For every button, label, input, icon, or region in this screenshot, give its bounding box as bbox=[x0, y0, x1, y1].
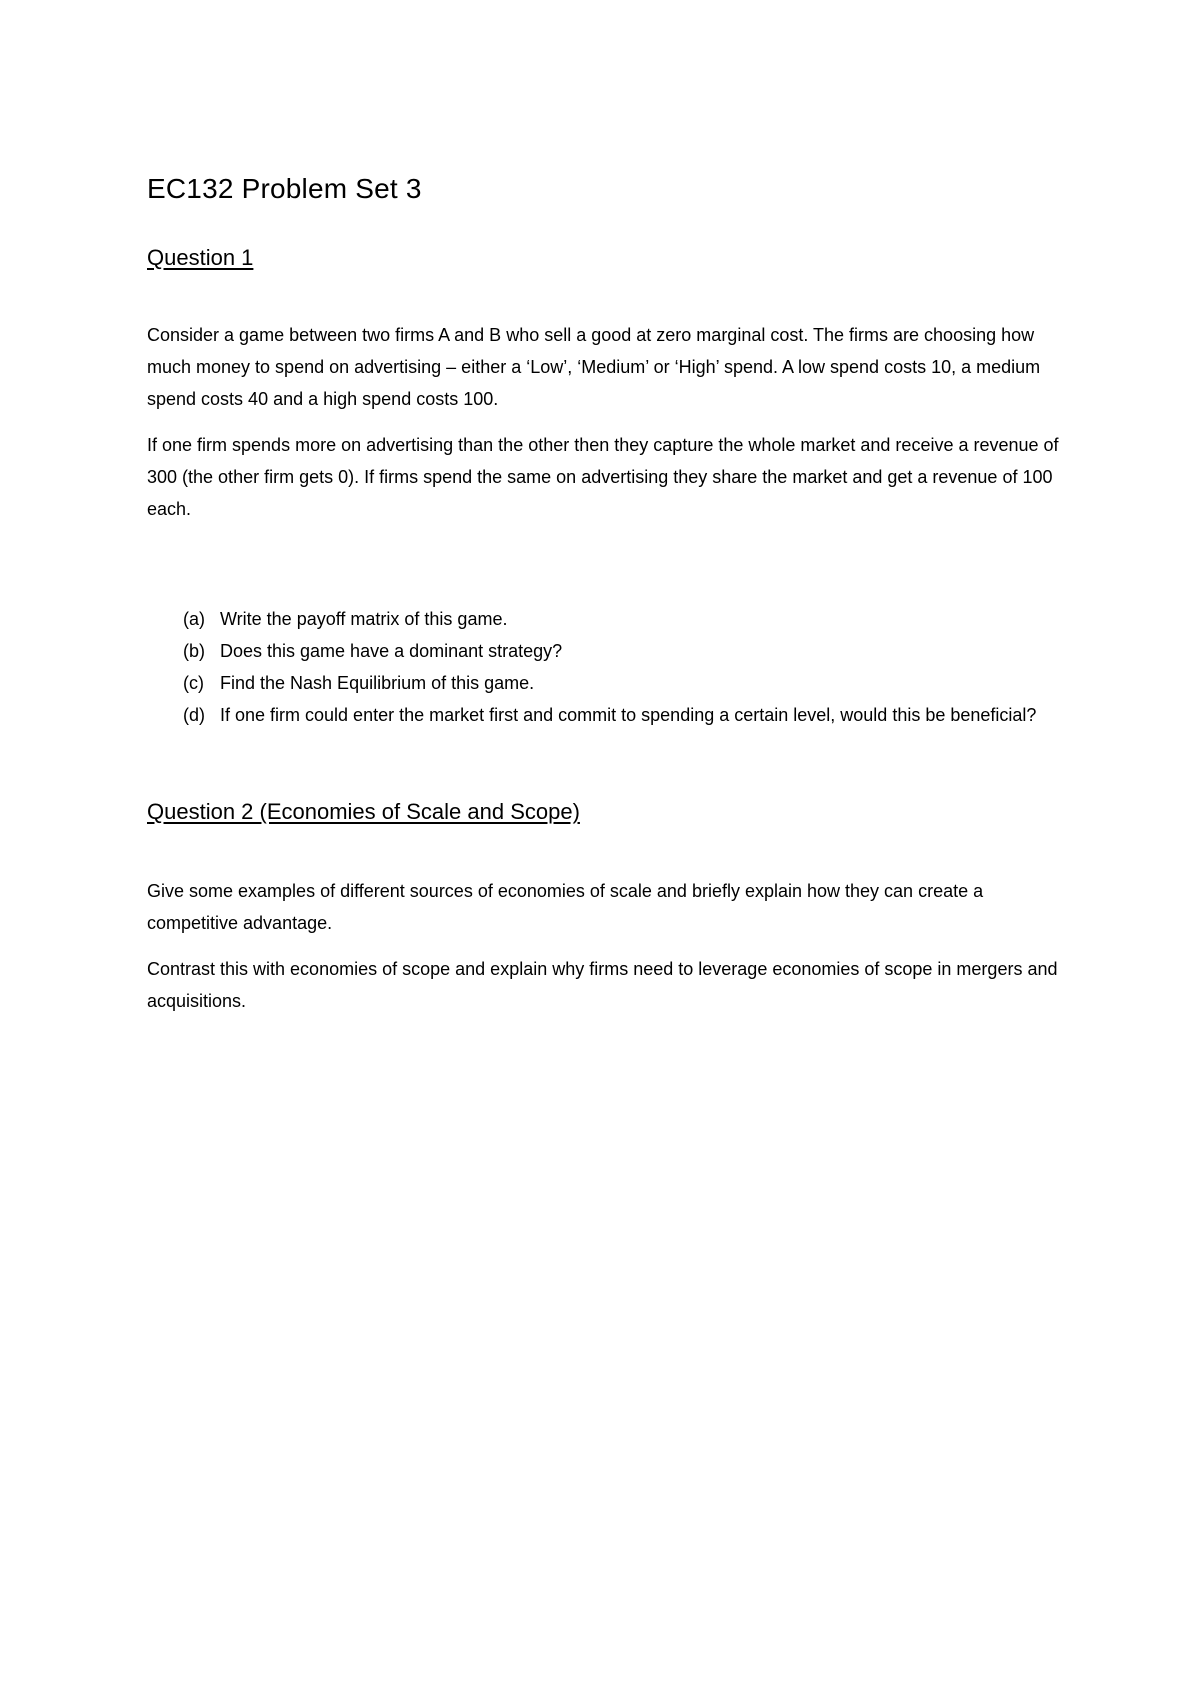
subquestion-text: Find the Nash Equilibrium of this game. bbox=[220, 672, 535, 693]
question-2-paragraph: Give some examples of different sources of economies of scale and briefly explain how they can create a competitive advantage. bbox=[147, 881, 984, 934]
subquestion-marker: (a) bbox=[183, 608, 205, 629]
subquestion-marker: (b) bbox=[183, 640, 205, 661]
subquestion-d bbox=[147, 699, 1077, 731]
question-1-heading: Question 1 bbox=[147, 244, 254, 270]
document-title: EC132 Problem Set 3 bbox=[147, 173, 422, 204]
subquestion-text: Does this game have a dominant strategy? bbox=[220, 640, 563, 661]
subquestion-text: If one firm could enter the market first and commit to spending a certain level, would this be beneficial? bbox=[220, 704, 1037, 725]
subquestion-marker: (d) bbox=[183, 704, 205, 725]
subquestion-text: Write the payoff matrix of this game. bbox=[220, 608, 508, 629]
question-1-paragraph: If one firm spends more on advertising than the other then they capture the whole market and receive a revenue of 300 (the other firm gets 0). If firms spend the same on advertising they share the market and get a revenue of 100 each. bbox=[147, 434, 1059, 519]
question-2-paragraph: Contrast this with economies of scope and explain why firms need to leverage economies of scope in mergers and acquisitions. bbox=[147, 959, 1058, 1012]
question-2-heading: Question 2 (Economies of Scale and Scope) bbox=[147, 798, 580, 824]
subquestion-marker: (c) bbox=[183, 672, 204, 693]
document-body bbox=[147, 172, 1077, 1017]
subquestion-a bbox=[147, 603, 1077, 635]
subquestion-b bbox=[147, 635, 1077, 667]
subquestion-c bbox=[147, 667, 1077, 699]
question-1-paragraph: Consider a game between two firms A and B who sell a good at zero marginal cost. The firms are choosing how much money to spend on advertising – either a ‘Low’, ‘Medium’ or ‘High’ spend. A low spend costs 10, a medium spend costs 40 and a high spend costs 100. bbox=[147, 324, 1041, 409]
question-1-subquestions bbox=[147, 603, 1077, 731]
